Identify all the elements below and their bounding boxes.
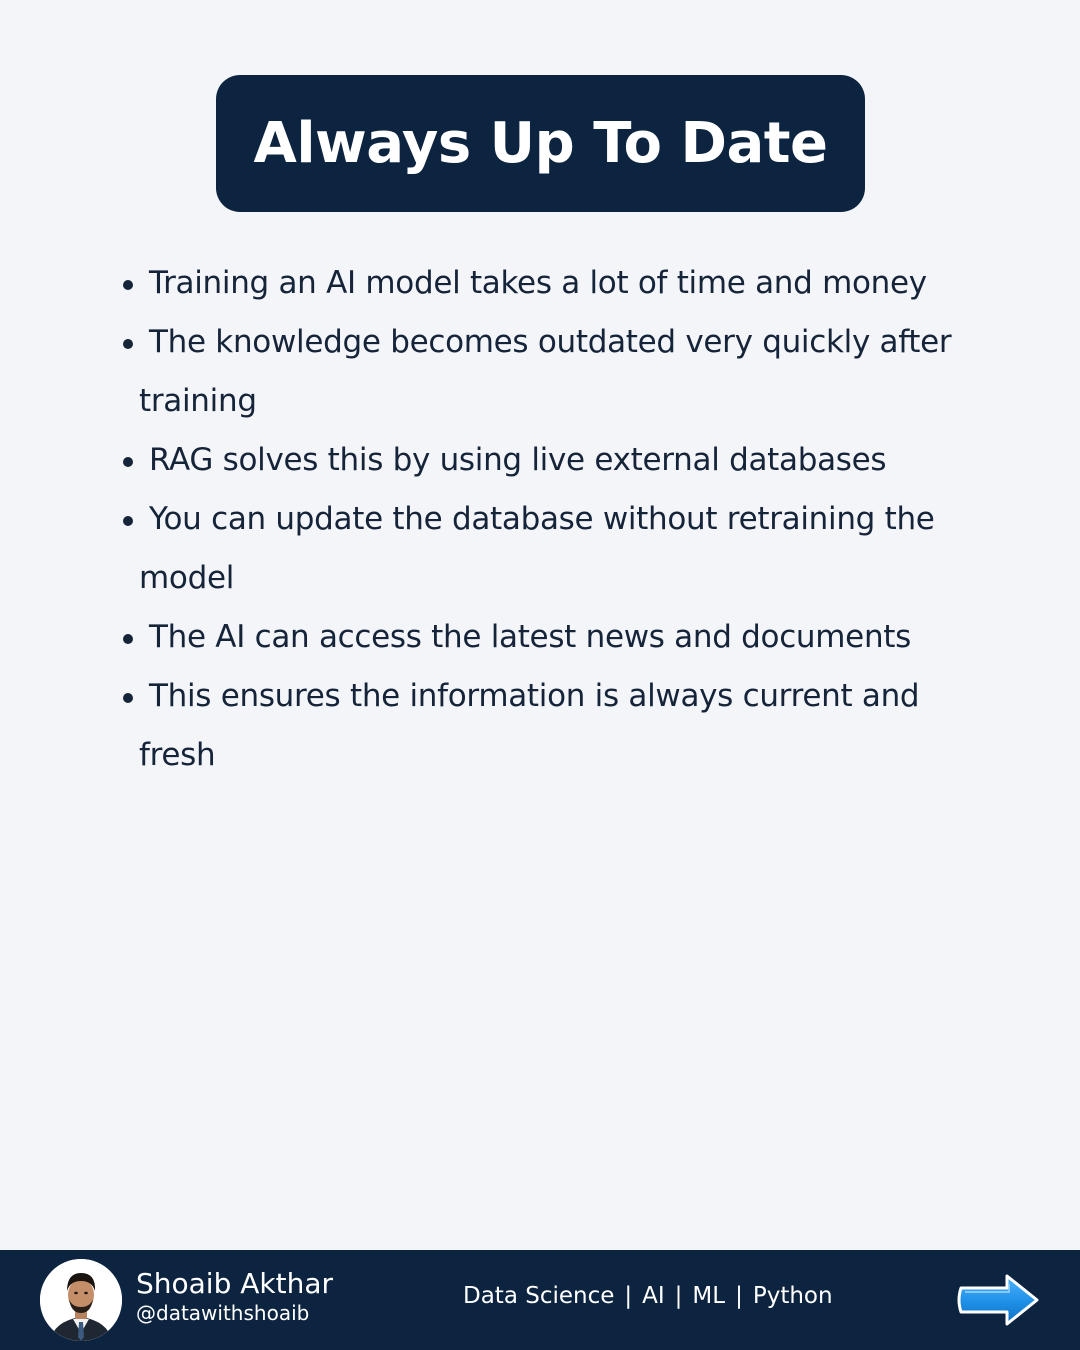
list-item-text: You can update the database without retraining the model (139, 501, 935, 596)
list-item (120, 490, 970, 608)
bullet-icon (123, 339, 133, 349)
list-item-text: Training an AI model takes a lot of time and money (149, 265, 927, 301)
footer-bar (0, 1250, 1080, 1350)
author-handle: @datawithshoaib (136, 1301, 310, 1325)
topic-label: Data Science (463, 1283, 615, 1309)
list-item-text: This ensures the information is always current and fresh (139, 678, 920, 773)
list-item-text: RAG solves this by using live external databases (149, 442, 887, 478)
list-item (120, 254, 970, 313)
list-item (120, 667, 970, 785)
author-name: Shoaib Akthar (136, 1267, 334, 1300)
topic-separator: | (624, 1283, 633, 1309)
list-item (120, 431, 970, 490)
list-item-text: The knowledge becomes outdated very quickly after training (139, 324, 952, 419)
right-arrow-icon (955, 1272, 1041, 1328)
topic-separator: | (674, 1283, 683, 1309)
next-slide-button[interactable] (955, 1272, 1041, 1328)
topic-label: Python (752, 1283, 833, 1309)
bullet-list (120, 254, 970, 785)
avatar-portrait-icon (40, 1259, 122, 1341)
topic-tags (463, 1283, 833, 1309)
list-item-text: The AI can access the latest news and documents (149, 619, 912, 655)
bullet-icon (123, 693, 133, 703)
topic-separator: | (735, 1283, 743, 1309)
bullet-icon (123, 280, 133, 290)
page-title: Always Up To Date (253, 111, 828, 176)
topic-label: AI (642, 1283, 665, 1309)
list-item (120, 313, 970, 431)
bullet-icon (123, 516, 133, 526)
list-item (120, 608, 970, 667)
bullet-icon (123, 457, 133, 467)
title-banner (216, 75, 865, 212)
bullet-icon (123, 634, 133, 644)
topic-label: ML (692, 1283, 726, 1309)
avatar (40, 1259, 122, 1341)
